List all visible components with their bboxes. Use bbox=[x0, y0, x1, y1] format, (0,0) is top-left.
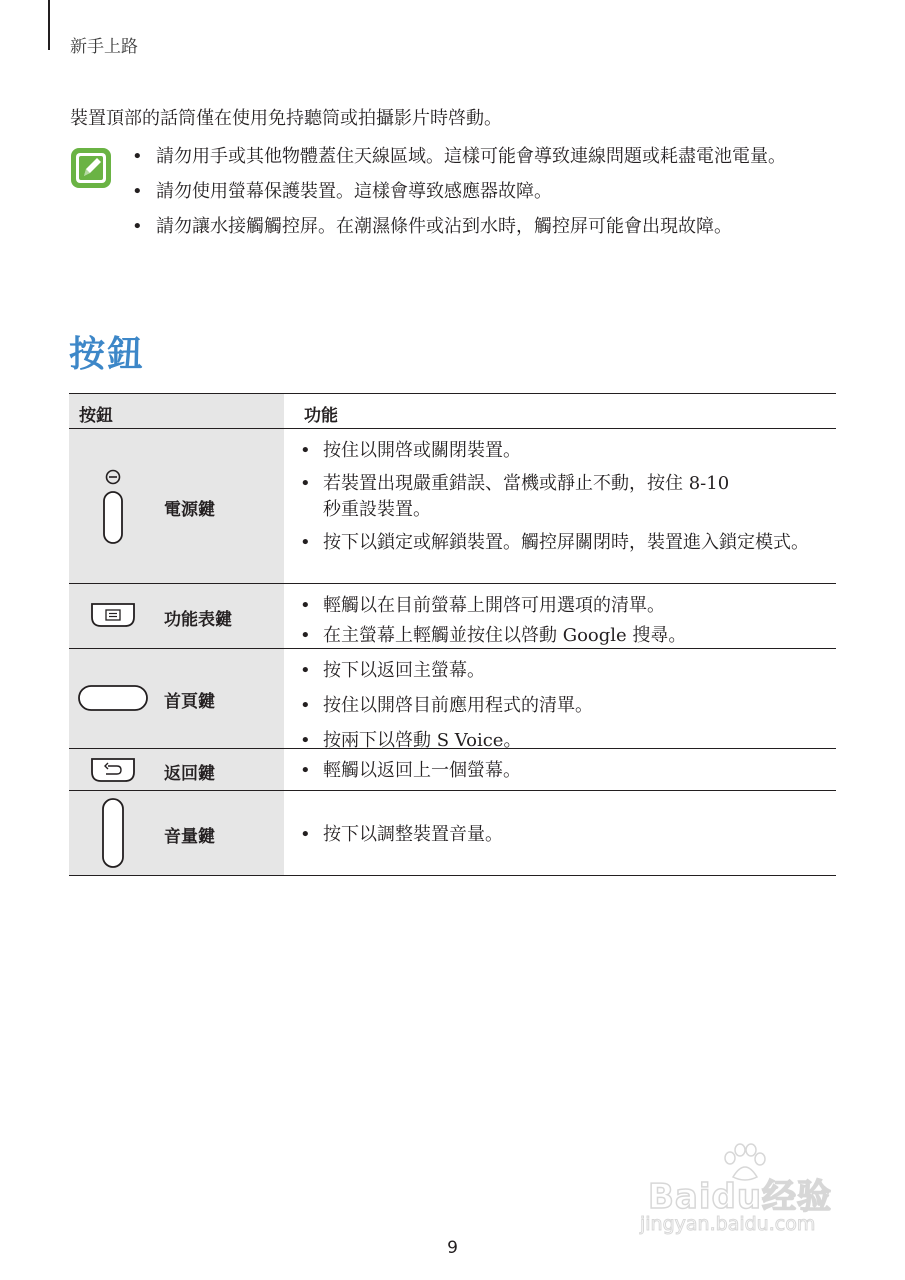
function-item: • 按兩下以啓動 S Voice。 bbox=[298, 728, 816, 754]
key-cell bbox=[69, 584, 284, 648]
table-row bbox=[69, 584, 836, 649]
buttons-table bbox=[69, 393, 836, 876]
function-cell bbox=[284, 429, 836, 583]
column-header-function: 功能 bbox=[304, 406, 338, 426]
key-cell bbox=[69, 429, 284, 583]
menu-key-icon bbox=[69, 598, 157, 632]
volume-key-icon bbox=[69, 797, 157, 869]
note-item: • 請勿讓水接觸觸控屏。在潮濕條件或沾到水時，觸控屏可能會出現故障。 bbox=[130, 213, 850, 240]
function-item: • 按住以開啓目前應用程式的清單。 bbox=[298, 693, 816, 719]
table-row bbox=[69, 649, 836, 749]
key-name: 功能表鍵 bbox=[164, 610, 232, 630]
column-header-button: 按鈕 bbox=[69, 394, 284, 428]
intro-paragraph: 裝置頂部的話筒僅在使用免持聽筒或拍攝影片時啓動。 bbox=[70, 108, 502, 129]
function-item: • 按下以鎖定或解鎖裝置。觸控屏關閉時，裝置進入鎖定模式。 bbox=[298, 530, 816, 556]
function-item: • 輕觸以在目前螢幕上開啓可用選項的清單。 bbox=[298, 593, 816, 619]
function-cell bbox=[284, 791, 836, 875]
function-item: • 在主螢幕上輕觸並按住以啓動 Google 搜尋。 bbox=[298, 623, 816, 649]
table-row bbox=[69, 429, 836, 584]
note-item: • 請勿使用螢幕保護裝置。這樣會導致感應器故障。 bbox=[130, 178, 850, 205]
power-key-icon bbox=[69, 467, 157, 547]
watermark-url: jingyan.baidu.com bbox=[640, 1213, 816, 1235]
page-number: 9 bbox=[447, 1238, 458, 1258]
table-row bbox=[69, 749, 836, 791]
function-item: • 按下以返回主螢幕。 bbox=[298, 658, 816, 684]
key-name: 電源鍵 bbox=[164, 500, 215, 520]
baidu-watermark bbox=[640, 1143, 880, 1253]
function-item: • 若裝置出現嚴重錯誤、當機或靜止不動，按住 8-10 秒重設裝置。 bbox=[298, 471, 816, 523]
note-item: • 請勿用手或其他物體蓋住天線區域。這樣可能會導致連線問題或耗盡電池電量。 bbox=[130, 143, 850, 170]
key-name: 音量鍵 bbox=[164, 827, 215, 847]
home-key-icon bbox=[69, 681, 157, 715]
note-list bbox=[130, 143, 850, 248]
key-cell bbox=[69, 649, 284, 748]
function-item: • 輕觸以返回上一個螢幕。 bbox=[298, 758, 816, 784]
note-pencil-icon bbox=[69, 146, 113, 190]
function-item: • 按住以開啓或關閉裝置。 bbox=[298, 438, 816, 464]
running-header: 新手上路 bbox=[70, 37, 138, 57]
function-cell bbox=[284, 749, 836, 790]
key-name: 返回鍵 bbox=[164, 764, 215, 784]
function-item: • 按下以調整裝置音量。 bbox=[298, 822, 816, 848]
key-name: 首頁鍵 bbox=[164, 692, 215, 712]
table-row bbox=[69, 791, 836, 875]
header-rule bbox=[48, 0, 50, 50]
section-title: 按鈕 bbox=[69, 334, 146, 375]
key-cell bbox=[69, 791, 284, 875]
table-header-row bbox=[69, 394, 836, 429]
key-cell bbox=[69, 749, 284, 790]
back-key-icon bbox=[69, 755, 157, 785]
function-cell bbox=[284, 584, 836, 648]
watermark-logo-text: Baidu经验 bbox=[648, 1177, 833, 1217]
function-cell bbox=[284, 649, 836, 751]
